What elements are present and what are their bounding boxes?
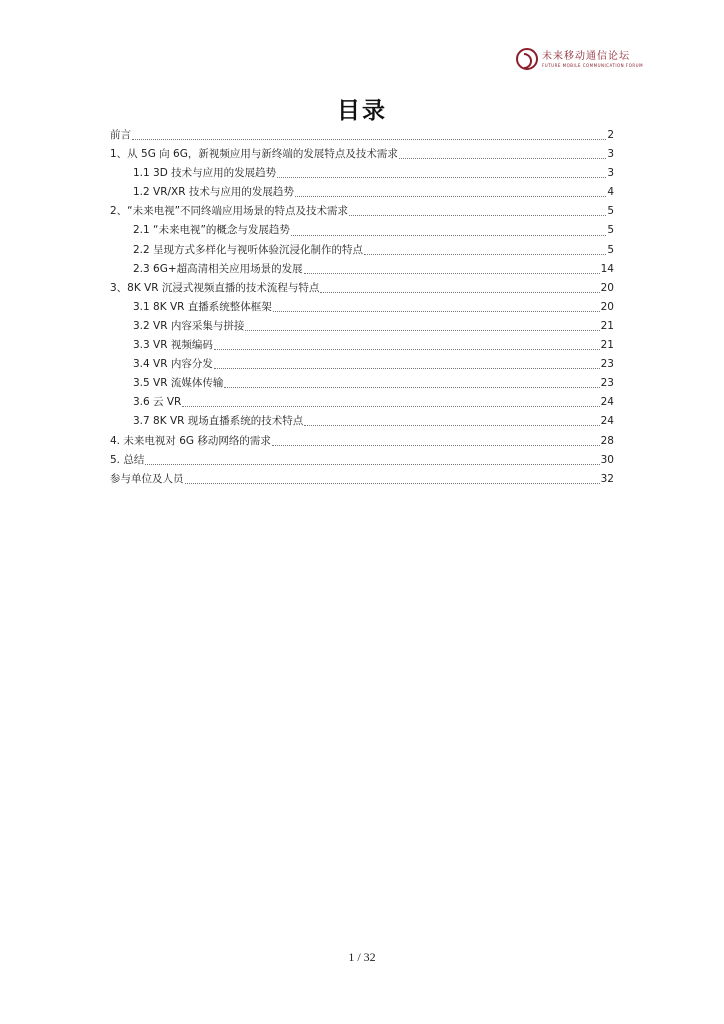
- toc-entry[interactable]: [110, 145, 614, 164]
- toc-entry[interactable]: [110, 393, 614, 412]
- toc-leader-dots: [304, 425, 599, 426]
- toc-leader-dots: [224, 387, 599, 388]
- toc-entry[interactable]: [110, 298, 614, 317]
- toc-leader-dots: [182, 406, 599, 407]
- toc-entry-label: 前言: [110, 129, 131, 141]
- toc-entry-label: 3.3 VR 视频编码: [133, 339, 213, 352]
- toc-entry-page: 5: [607, 205, 614, 218]
- toc-entry-label: 参与单位及人员: [110, 472, 184, 485]
- toc-entry[interactable]: [110, 241, 614, 260]
- toc-entry-label: 5. 总结: [110, 453, 145, 466]
- toc-entry-page: 30: [600, 453, 614, 466]
- toc-entry[interactable]: [110, 336, 614, 355]
- toc-entry[interactable]: [110, 355, 614, 374]
- toc-entry[interactable]: [110, 374, 614, 393]
- toc-entry[interactable]: [110, 412, 614, 431]
- toc-entry-label: 2、“未来电视”不同终端应用场景的特点及技术需求: [110, 205, 349, 218]
- toc-entry-page: 21: [600, 319, 614, 332]
- toc-entry-label: 2.3 6G+超高清相关应用场景的发展: [133, 262, 303, 275]
- toc-leader-dots: [185, 483, 600, 484]
- toc-entry-page: 4: [607, 186, 614, 199]
- toc-entry-page: 2: [607, 129, 614, 141]
- forum-logo: [516, 48, 643, 70]
- toc-leader-dots: [320, 292, 599, 293]
- toc-entry[interactable]: [110, 164, 614, 183]
- toc-leader-dots: [214, 368, 600, 369]
- toc-entry[interactable]: [110, 317, 614, 336]
- toc-leader-dots: [272, 445, 600, 446]
- toc-entry-page: 21: [600, 339, 614, 352]
- toc-entry-label: 2.1 “未来电视”的概念与发展趋势: [133, 224, 290, 237]
- toc-entry-page: 24: [600, 396, 614, 409]
- toc-entry-label: 3.2 VR 内容采集与拼接: [133, 319, 245, 332]
- forum-logo-text: [542, 51, 643, 68]
- toc-entry-page: 20: [600, 300, 614, 313]
- toc-leader-dots: [364, 254, 606, 255]
- toc-entry[interactable]: [110, 202, 614, 221]
- toc-entry-label: 3.6 云 VR: [133, 396, 182, 409]
- toc-leader-dots: [214, 349, 600, 350]
- toc-leader-dots: [132, 139, 606, 140]
- toc-entry-page: 20: [600, 281, 614, 294]
- toc-entry[interactable]: [110, 451, 614, 470]
- logo-chinese-name: 未来移动通信论坛: [542, 50, 630, 62]
- toc-entry[interactable]: [110, 260, 614, 279]
- forum-logo-icon: [516, 48, 538, 70]
- page-title: 目录: [337, 98, 387, 124]
- toc-entry-page: 3: [607, 167, 614, 180]
- toc-entry-label: 1、从 5G 向 6G，新视频应用与新终端的发展特点及技术需求: [110, 148, 398, 161]
- toc-entry-label: 1.1 3D 技术与应用的发展趋势: [133, 167, 277, 180]
- toc-leader-dots: [145, 464, 599, 465]
- table-of-contents: [110, 126, 614, 489]
- toc-leader-dots: [273, 311, 600, 312]
- toc-leader-dots: [291, 235, 606, 236]
- toc-entry[interactable]: [110, 183, 614, 202]
- toc-entry[interactable]: [110, 432, 614, 451]
- toc-entry-page: 14: [600, 262, 614, 275]
- toc-entry[interactable]: [110, 470, 614, 489]
- toc-leader-dots: [295, 196, 606, 197]
- toc-entry-label: 3.5 VR 流媒体传输: [133, 377, 224, 390]
- toc-entry-page: 3: [607, 148, 614, 161]
- toc-entry-label: 3.4 VR 内容分发: [133, 358, 213, 371]
- toc-entry[interactable]: [110, 126, 614, 145]
- toc-entry-page: 23: [600, 377, 614, 390]
- toc-entry-page: 28: [600, 434, 614, 447]
- page-number: 1 / 32: [348, 950, 376, 964]
- toc-entry-page: 32: [600, 472, 614, 485]
- toc-entry-page: 5: [607, 224, 614, 237]
- toc-entry-page: 23: [600, 358, 614, 371]
- toc-entry-label: 3.7 8K VR 现场直播系统的技术特点: [133, 415, 304, 428]
- toc-entry-label: 3、8K VR 沉浸式视频直播的技术流程与特点: [110, 281, 320, 294]
- toc-entry[interactable]: [110, 279, 614, 298]
- toc-entry[interactable]: [110, 221, 614, 240]
- toc-leader-dots: [399, 158, 606, 159]
- toc-leader-dots: [349, 215, 606, 216]
- toc-leader-dots: [277, 177, 606, 178]
- toc-entry-label: 4. 未来电视对 6G 移动网络的需求: [110, 434, 271, 447]
- logo-english-name: FUTURE MOBILE COMMUNICATION FORUM: [542, 62, 644, 68]
- toc-entry-page: 24: [600, 415, 614, 428]
- toc-entry-label: 1.2 VR/XR 技术与应用的发展趋势: [133, 186, 294, 199]
- toc-entry-label: 3.1 8K VR 直播系统整体框架: [133, 300, 272, 313]
- toc-entry-label: 2.2 呈现方式多样化与视听体验沉浸化制作的特点: [133, 243, 364, 256]
- toc-leader-dots: [304, 273, 600, 274]
- toc-entry-page: 5: [607, 243, 614, 256]
- toc-leader-dots: [245, 330, 599, 331]
